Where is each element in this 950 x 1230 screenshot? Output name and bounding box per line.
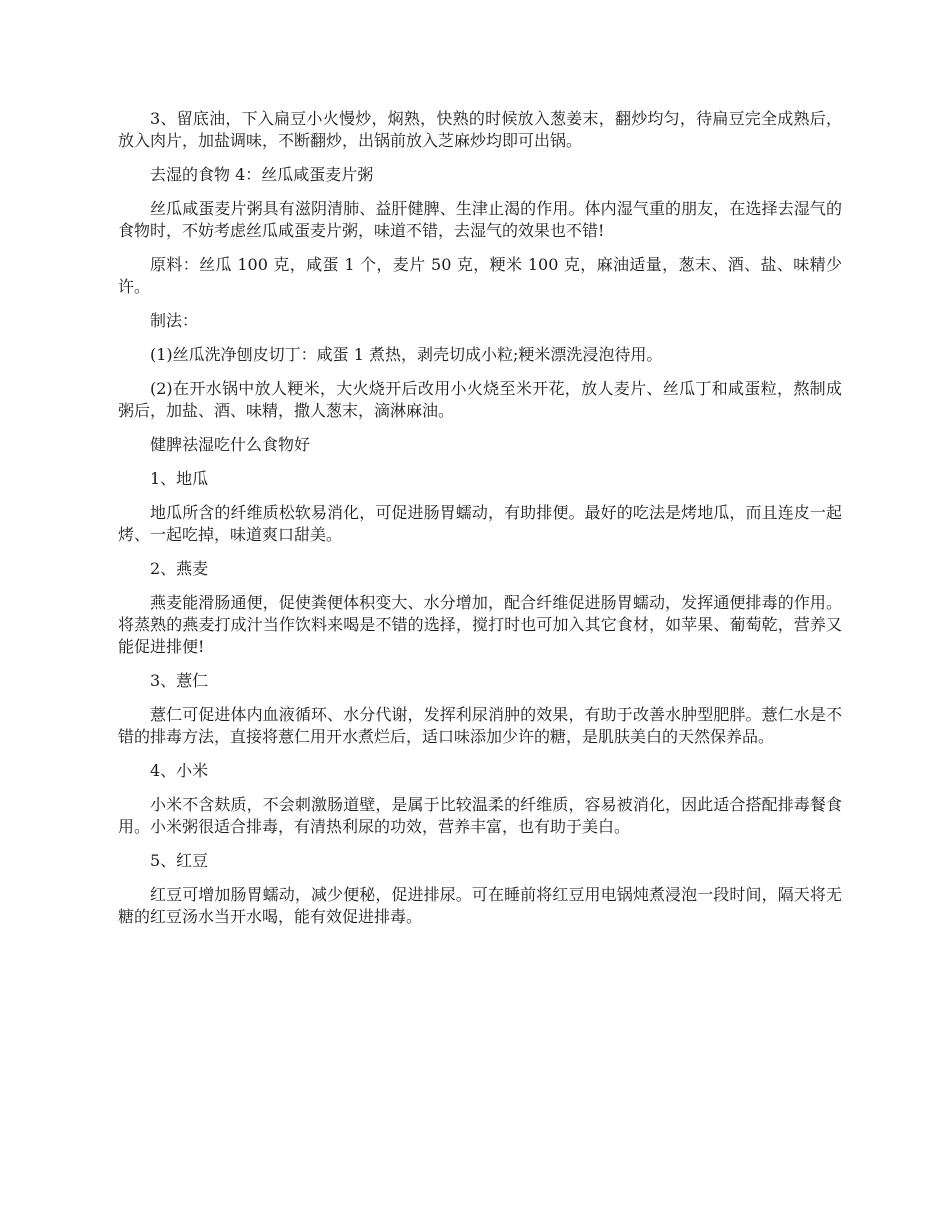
heading-millet: 4、小米 (150, 761, 209, 780)
heading-spleen-foods: 健脾祛湿吃什么食物好 (150, 435, 311, 454)
heading-red-bean: 5、红豆 (150, 851, 209, 870)
paragraph-oats: 燕麦能滑肠通便，促使粪便体积变大、水分增加，配合纤维促进肠胃蠕动，发挥通便排毒的作用。将蒸熟的燕麦打成汁当作饮料来喝是不错的选择，搅打时也可加入其它食材，如苹果、葡萄乾，营养又能促进排便! (118, 593, 842, 656)
paragraph-method-step-1: (1)丝瓜洗净刨皮切丁：咸蛋 1 煮热，剥壳切成小粒;粳米漂洗浸泡待用。 (150, 345, 663, 364)
heading-dehumidify-food-4: 去湿的食物 4：丝瓜咸蛋麦片粥 (150, 165, 374, 184)
paragraph-millet: 小米不含麸质，不会刺激肠道壁，是属于比较温柔的纤维质，容易被消化，因此适合搭配排毒餐食用。小米粥很适合排毒，有清热利尿的功效，营养丰富，也有助于美白。 (118, 795, 842, 836)
paragraph-step-3: 3、留底油，下入扁豆小火慢炒，焖熟，快熟的时候放入葱姜末，翻炒均匀，待扁豆完全成熟后，放入肉片，加盐调味，不断翻炒，出锅前放入芝麻炒均即可出锅。 (118, 109, 842, 150)
heading-coix-seed: 3、薏仁 (150, 671, 209, 690)
paragraph-sweet-potato: 地瓜所含的纤维质松软易消化，可促进肠胃蠕动，有助排便。最好的吃法是烤地瓜，而且连皮一起烤、一起吃掉，味道爽口甜美。 (118, 503, 842, 544)
heading-oats: 2、燕麦 (150, 559, 209, 578)
paragraph-red-bean: 红豆可增加肠胃蠕动，减少便秘，促进排尿。可在睡前将红豆用电锅炖煮浸泡一段时间，隔天将无糖的红豆汤水当开水喝，能有效促进排毒。 (118, 885, 842, 926)
paragraph-ingredients: 原料：丝瓜 100 克，咸蛋 1 个，麦片 50 克，粳米 100 克，麻油适量，葱末、酒、盐、味精少许。 (118, 255, 842, 296)
heading-sweet-potato: 1、地瓜 (150, 469, 209, 488)
document-body (118, 108, 842, 940)
paragraph-method-step-2: (2)在开水锅中放人粳米，大火烧开后改用小火烧至米开花，放人麦片、丝瓜丁和咸蛋粒，熬制成粥后，加盐、酒、味精，撒人葱末，滴淋麻油。 (118, 379, 842, 420)
paragraph-luffa-congee-intro: 丝瓜咸蛋麦片粥具有滋阴清肺、益肝健脾、生津止渴的作用。体内湿气重的朋友，在选择去湿气的食物时，不妨考虑丝瓜咸蛋麦片粥，味道不错，去湿气的效果也不错! (118, 199, 842, 240)
paragraph-coix-seed: 薏仁可促进体内血液循环、水分代谢，发挥利尿消肿的效果，有助于改善水肿型肥胖。薏仁水是不错的排毒方法，直接将薏仁用开水煮烂后，适口味添加少许的糖，是肌肤美白的天然保养品。 (118, 705, 842, 746)
heading-method: 制法： (150, 311, 199, 330)
